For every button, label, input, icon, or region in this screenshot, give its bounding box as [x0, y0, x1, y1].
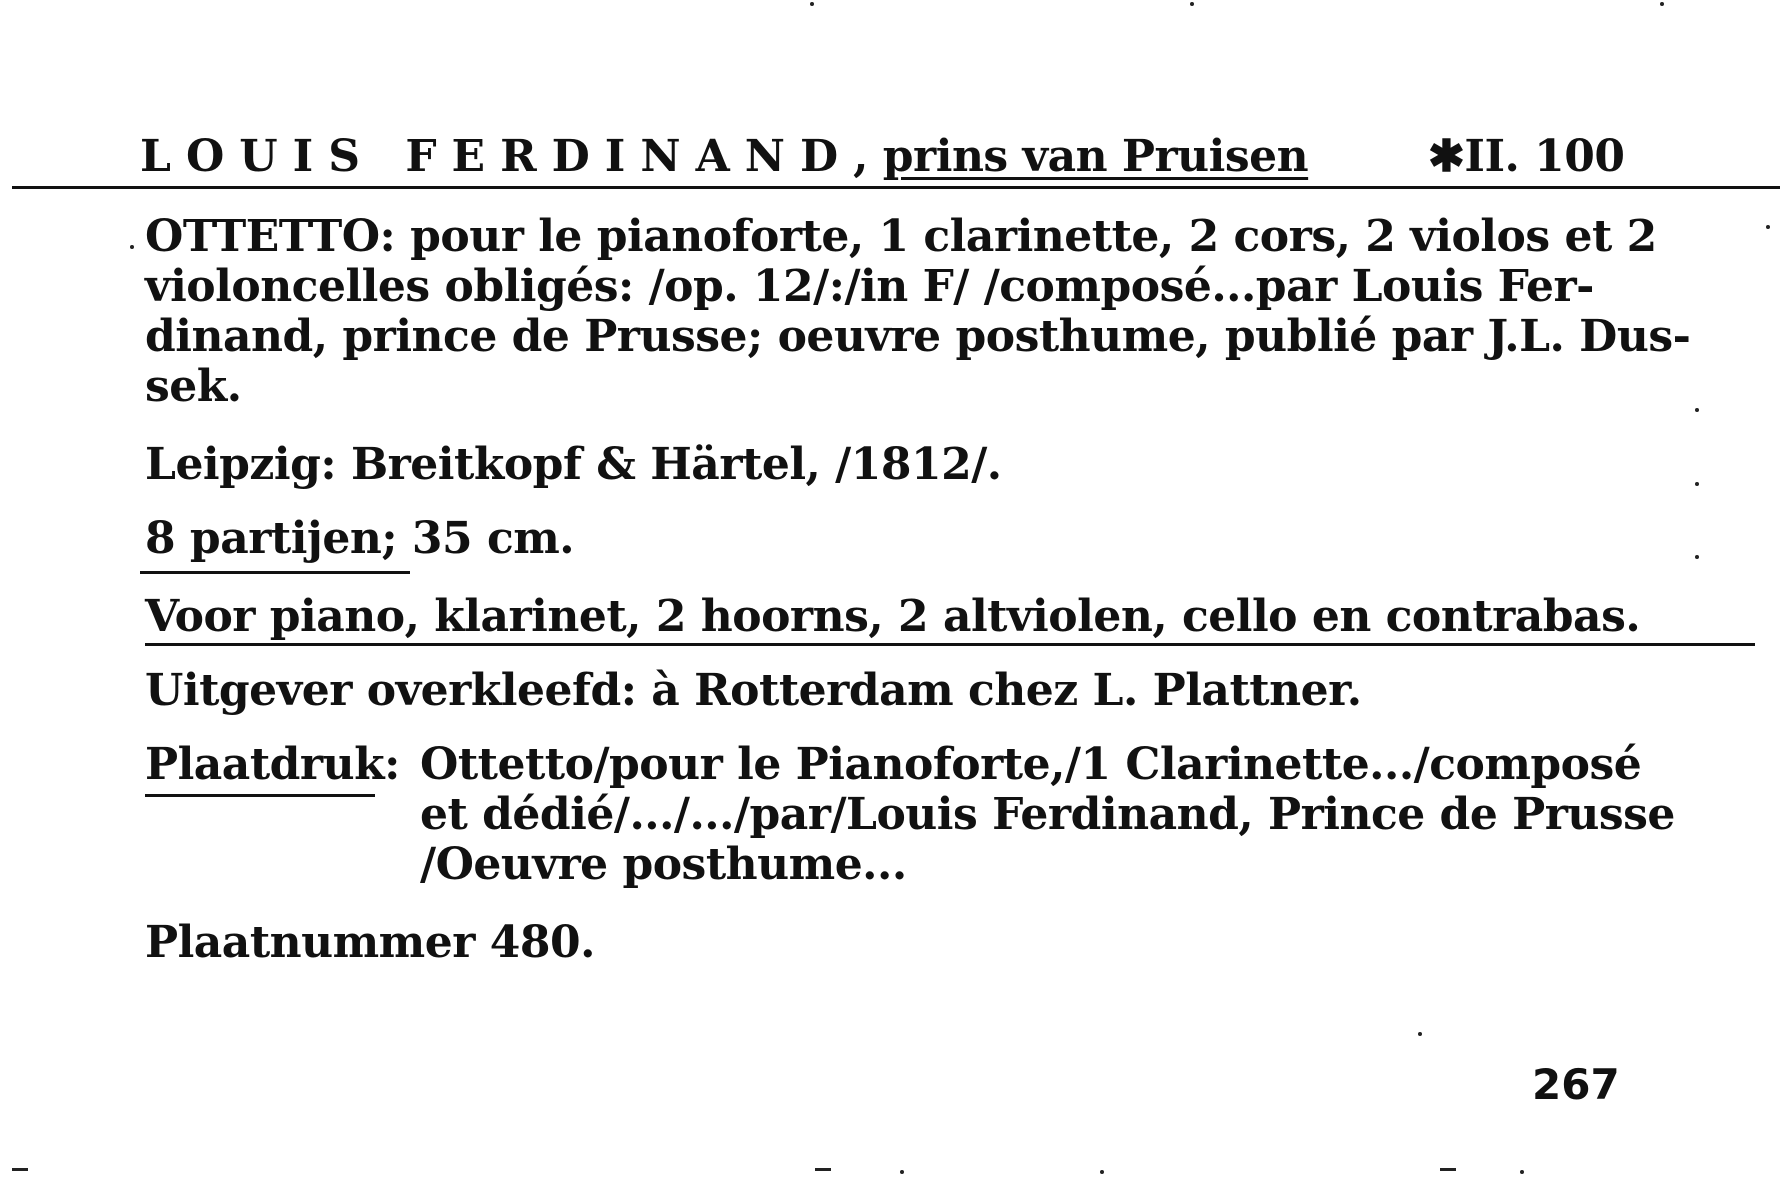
scan-speck [1695, 408, 1699, 412]
scan-speck [1100, 1170, 1104, 1174]
page-number: 267 [1532, 1060, 1620, 1109]
plate-line-2: et dédié/.../.../par/Louis Ferdinand, Prince de Prusse [420, 789, 1675, 840]
scan-speck [1766, 225, 1770, 229]
scan-speck [130, 245, 134, 249]
plate-number: Plaatnummer 480. [145, 917, 595, 968]
title-line-2: violoncelles obligés: /op. 12/:/in F/ /composé...par Louis Fer- [145, 261, 1594, 312]
author-qualifier: prins van Pruisen [882, 131, 1309, 182]
plate-label-underline [145, 794, 375, 797]
scan-speck [810, 2, 814, 6]
title-line-3: dinand, prince de Prusse; oeuvre posthume, publié par J.L. Dus- [145, 311, 1691, 362]
scan-mark [12, 1168, 28, 1171]
scoring-end: . [1625, 591, 1641, 642]
shelfmark: ✱II. 100 [1428, 131, 1625, 182]
card-heading [140, 132, 1308, 182]
scan-speck [1695, 555, 1699, 559]
scoring-underline [145, 643, 1755, 646]
title-line-4: sek. [145, 361, 242, 412]
scan-speck [900, 1170, 904, 1174]
plate-label [145, 740, 400, 790]
scan-speck [1190, 2, 1194, 6]
scan-mark [815, 1168, 831, 1171]
scan-speck [1660, 2, 1664, 6]
author-name: LOUIS FERDINAND [140, 131, 854, 182]
scan-mark [1440, 1168, 1456, 1171]
scoring-note [145, 592, 1640, 642]
plate-label-text: Plaatdruk [145, 739, 385, 790]
scan-speck [1695, 482, 1699, 486]
imprint: Leipzig: Breitkopf & Härtel, /1812/. [145, 439, 1002, 490]
collation-parts: 8 partijen; [145, 513, 398, 564]
collation-size: 35 cm. [397, 513, 575, 564]
heading-separator: , [853, 131, 868, 182]
publisher-note: Uitgever overkleefd: à Rotterdam chez L. Plattner. [145, 665, 1362, 716]
collation [145, 514, 574, 564]
collation-underline [140, 571, 410, 574]
heading-rule [12, 186, 1780, 189]
scoring-text: Voor piano, klarinet, 2 hoorns, 2 altviolen, cello en contrabas [145, 591, 1626, 642]
plate-label-colon: : [384, 739, 400, 790]
plate-line-1: Ottetto/pour le Pianoforte,/1 Clarinette.../composé [420, 739, 1642, 790]
title-line-1: OTTETTO: pour le pianoforte, 1 clarinette, 2 cors, 2 violos et 2 [145, 211, 1657, 262]
plate-line-3: /Oeuvre posthume... [420, 839, 907, 890]
scan-speck [1418, 1032, 1422, 1036]
scan-speck [1520, 1170, 1524, 1174]
